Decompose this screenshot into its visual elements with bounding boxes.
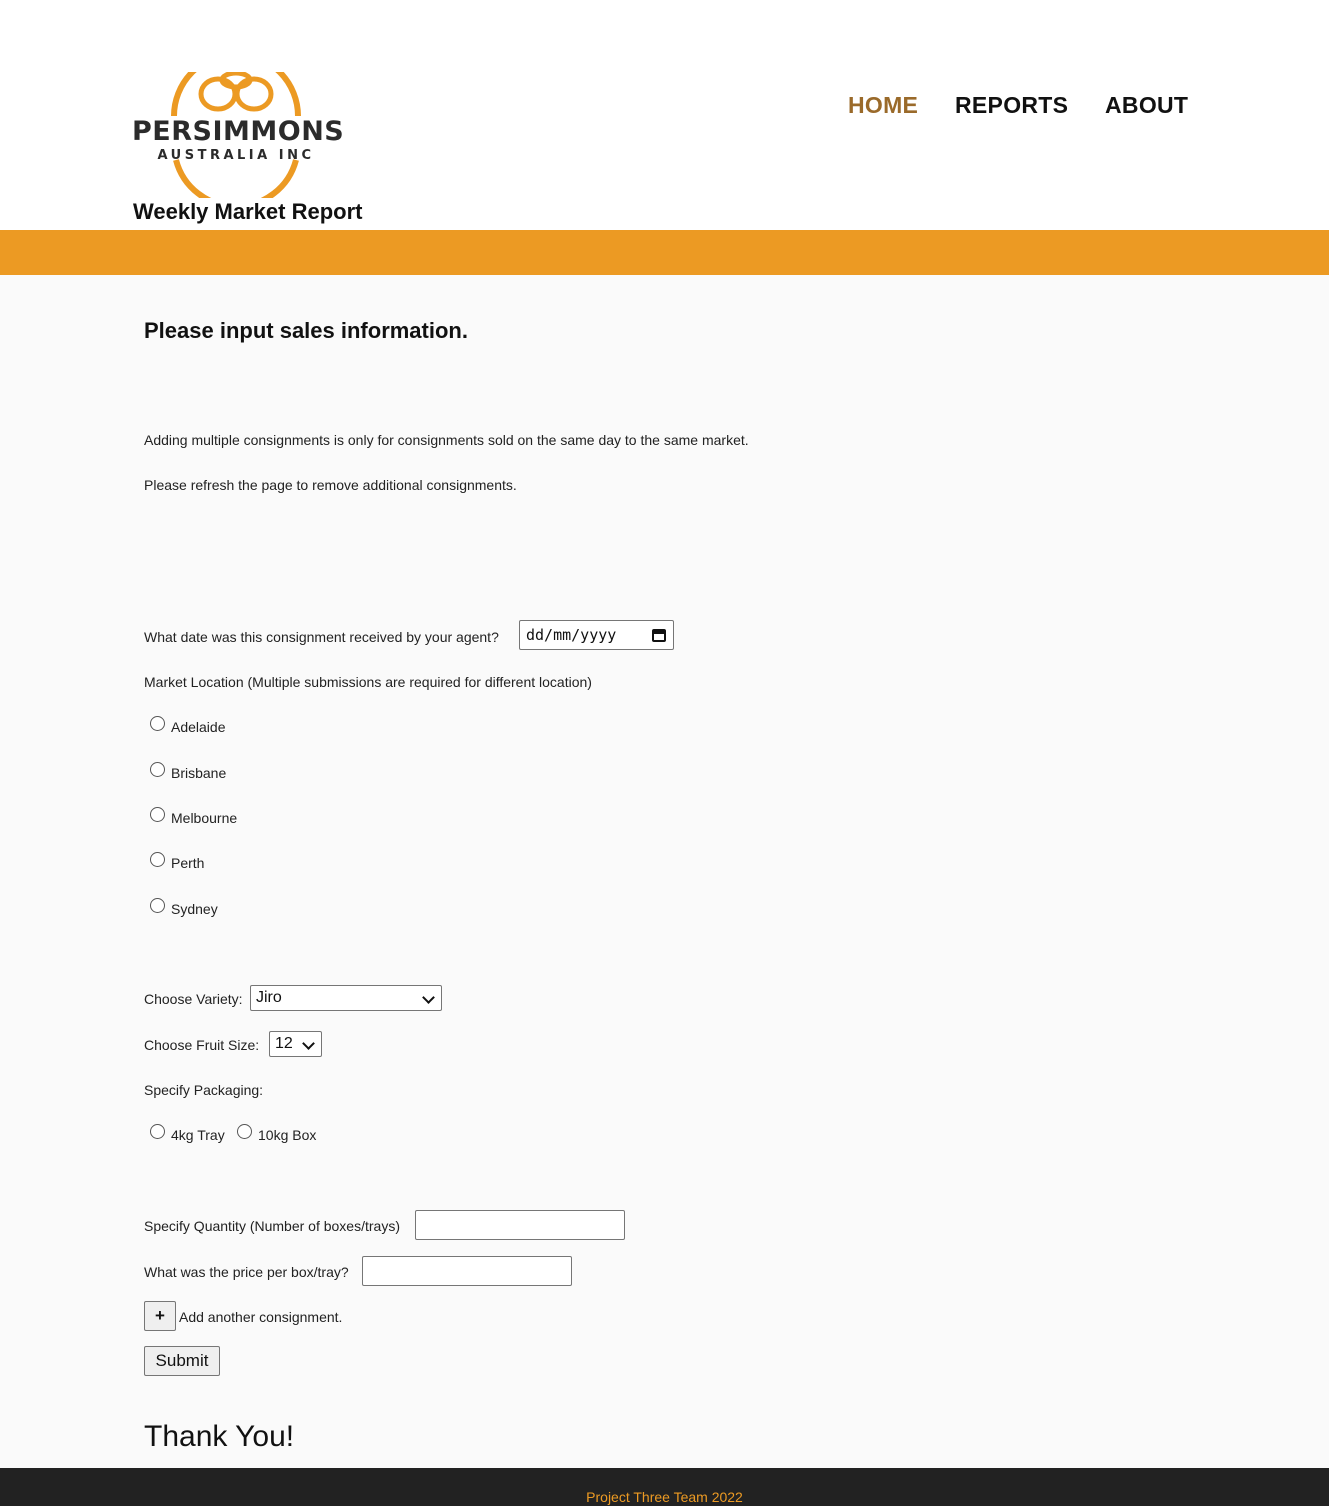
footer-credit: Project Three Team 2022 [586, 1489, 743, 1505]
thank-you-message: Thank You! [144, 1420, 295, 1453]
radio-sydney[interactable] [150, 898, 165, 913]
radio-4kg-tray[interactable] [150, 1124, 165, 1139]
note-multiple-consignments: Adding multiple consignments is only for consignments sold on the same day to the same market. [144, 432, 749, 448]
site-header [0, 0, 1329, 230]
radio-adelaide[interactable] [150, 716, 165, 731]
site-subtitle: Weekly Market Report [133, 199, 363, 224]
persimmons-logo[interactable] [130, 72, 345, 198]
radio-10kg-box[interactable] [237, 1124, 252, 1139]
market-label: Market Location (Multiple submissions are required for different location) [144, 674, 592, 690]
radio-perth[interactable] [150, 852, 165, 867]
variety-selected-value: Jiro [256, 989, 282, 1006]
nav-reports[interactable]: REPORTS [955, 92, 1069, 118]
variety-select[interactable] [250, 985, 442, 1011]
variety-label: Choose Variety: [144, 991, 243, 1007]
quantity-label: Specify Quantity (Number of boxes/trays) [144, 1218, 400, 1234]
fruit-size-selected-value: 12 [275, 1035, 293, 1052]
form-heading: Please input sales information. [144, 318, 468, 343]
nav-home[interactable]: HOME [848, 92, 919, 118]
radio-label-melbourne: Melbourne [171, 810, 238, 826]
chevron-down-icon [422, 991, 435, 1004]
calendar-icon[interactable] [652, 629, 666, 642]
date-input[interactable] [519, 620, 674, 650]
nav-about[interactable]: ABOUT [1105, 92, 1189, 118]
fruit-size-label: Choose Fruit Size: [144, 1037, 260, 1053]
note-refresh: Please refresh the page to remove additional consignments. [144, 477, 517, 493]
add-consignment-text: Add another consignment. [179, 1309, 343, 1325]
submit-button[interactable]: Submit [144, 1346, 220, 1376]
date-placeholder: dd/mm/yyyy [526, 626, 617, 644]
logo-wordmark: PERSIMMONS [132, 116, 345, 147]
site-footer [0, 1468, 1329, 1506]
radio-label-adelaide: Adelaide [171, 719, 226, 735]
fruit-size-select[interactable] [269, 1031, 322, 1057]
radio-label-sydney: Sydney [171, 901, 218, 917]
chevron-down-icon [302, 1037, 315, 1050]
packaging-label: Specify Packaging: [144, 1082, 264, 1098]
radio-melbourne[interactable] [150, 807, 165, 822]
radio-label-10kg-box: 10kg Box [258, 1127, 317, 1143]
radio-label-4kg-tray: 4kg Tray [171, 1127, 225, 1143]
price-input[interactable] [362, 1256, 572, 1286]
logo-wordmark-sub: AUSTRALIA INC [157, 148, 315, 163]
radio-brisbane[interactable] [150, 762, 165, 777]
quantity-input[interactable] [415, 1210, 625, 1240]
date-label: What date was this consignment received by your agent? [144, 629, 499, 645]
add-consignment-button[interactable]: + [144, 1301, 176, 1331]
radio-label-perth: Perth [171, 855, 205, 871]
accent-band [0, 230, 1329, 275]
radio-label-brisbane: Brisbane [171, 765, 227, 781]
price-label: What was the price per box/tray? [144, 1264, 349, 1280]
